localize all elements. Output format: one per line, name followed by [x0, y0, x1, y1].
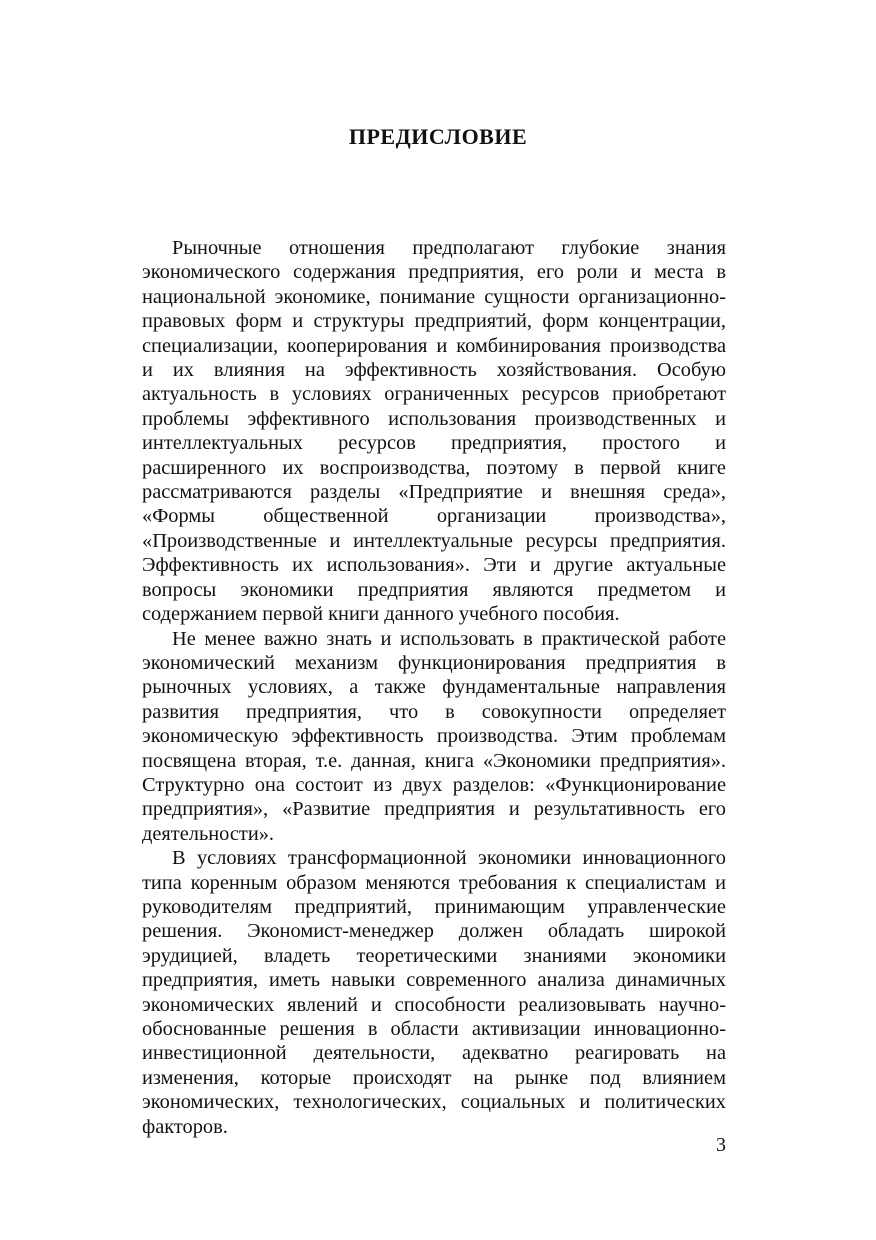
body-text [142, 236, 726, 1139]
paragraph-2: Не менее важно знать и использовать в практической работе экономический механизм функционирования предприятия в рыночных условиях, а также фундаментальные направления развития предприятия, что в совокупности определяет экономическую эффективность производства. Этим проблемам посвящена вторая, т.е. данная, книга «Экономики предприятия». Структурно она состоит из двух разделов: «Функционирование предприятия», «Развитие предприятия и результативность его деятельности». [142, 627, 726, 845]
page-number: 3 [716, 1134, 726, 1156]
page-title: ПРЕДИСЛОВИЕ [348, 124, 528, 149]
paragraph-3: В условиях трансформационной экономики инновационного типа коренным образом меняются требования к специалистам и руководителям предприятий, принимающим управленческие решения. Экономист-менеджер должен обладать широкой эрудицией, владеть теоретическими знаниями экономики предприятия, иметь навыки современного анализа динамичных экономических явлений и способности реализовывать научно-обоснованные решения в области активизации инновационно-инвестиционной деятельности, адекватно реагировать на изменения, которые происходят на рынке под влиянием экономических, технологических, социальных и политических факторов. [142, 847, 726, 1138]
paragraph-1: Рыночные отношения предполагают глубокие знания экономического содержания предприятия, его роли и места в национальной экономике, понимание сущности организационно-правовых форм и структуры предприятий, форм концентрации, специализации, кооперирования и комбинирования производства и их влияния на эффективность хозяйствования. Особую актуальность в условиях ограниченных ресурсов приобретают проблемы эффективного использования производственных и интеллектуальных ресурсов предприятия, простого и расширенного их воспроизводства, поэтому в первой книге рассматриваются разделы «Предприятие и внешняя среда», «Формы общественной организации производства», «Производственные и интеллектуальные ресурсы предприятия. Эффективность их использования». Эти и другие актуальные вопросы экономики предприятия являются предметом и содержанием первой книги данного учебного пособия. [142, 237, 726, 626]
